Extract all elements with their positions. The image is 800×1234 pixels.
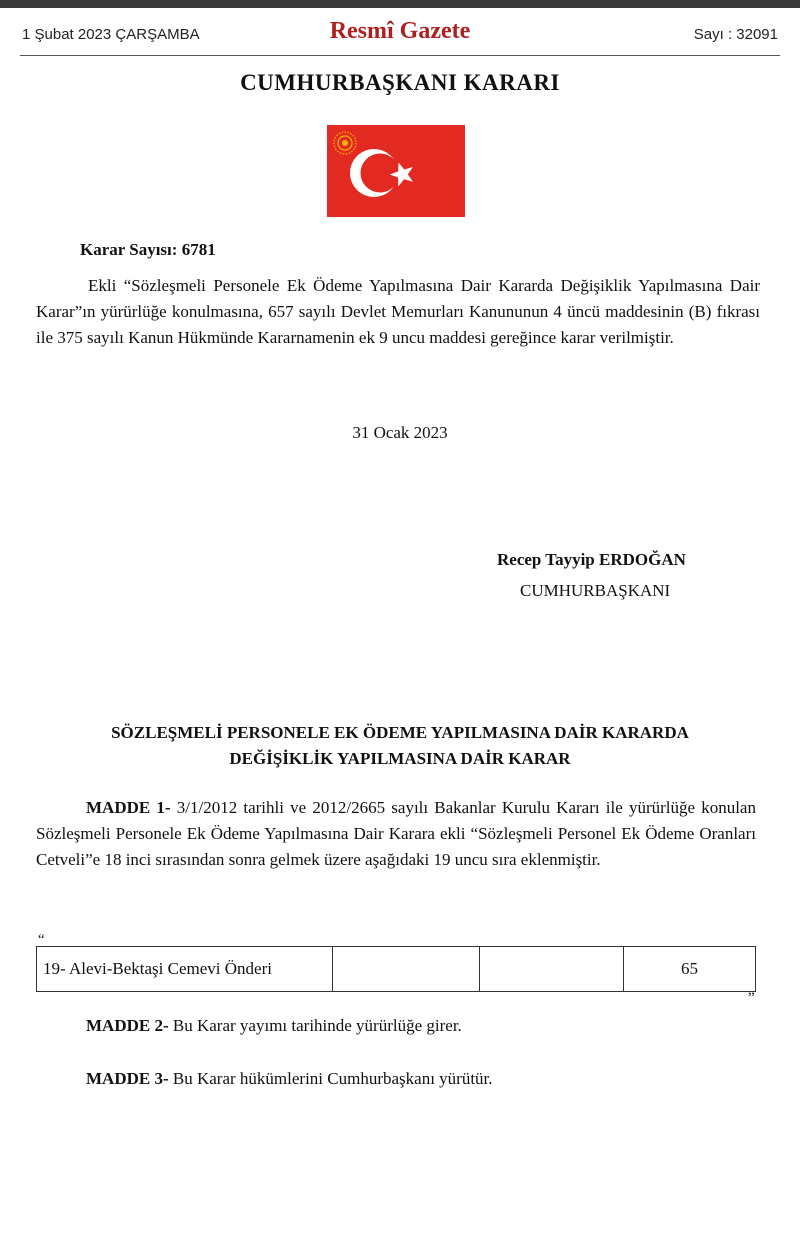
issue-date: 1 Şubat 2023 ÇARŞAMBA <box>22 26 200 43</box>
annex-title <box>0 720 800 772</box>
signatory-name: Recep Tayyip ERDOĞAN <box>497 550 686 569</box>
table-cell-rate: 65 <box>624 947 756 992</box>
closing-quote: ” <box>748 990 755 1006</box>
article-1 <box>36 795 756 873</box>
article-2-text: Bu Karar yayımı tarihinde yürürlüğe girer. <box>168 1016 462 1035</box>
article-3 <box>86 1069 493 1089</box>
article-1-text: 3/1/2012 tarihli ve 2012/2665 sayılı Bakanlar Kurulu Kararı ile yürürlüğe konulan Sözleşmeli Personele Ek Ödeme Yapılmasına Dair Karara ekli “Sözleşmeli Personel Ek Ödeme Oranları Cetveli”e 18 inci sırasından sonra gelmek üzere aşağıdaki 19 uncu sıra eklenmiştir. <box>36 798 756 869</box>
article-2-label: MADDE 2- <box>86 1016 169 1035</box>
table-row <box>37 947 756 992</box>
gazette-header <box>0 18 800 54</box>
opening-quote: “ <box>38 932 45 948</box>
issue-number: Sayı : 32091 <box>693 26 778 43</box>
signatory-title: CUMHURBAŞKANI <box>520 581 671 600</box>
turkish-flag-icon <box>327 125 465 217</box>
article-1-label: MADDE 1- <box>86 798 171 817</box>
document-title: CUMHURBAŞKANI KARARI <box>240 70 560 95</box>
table-cell-title: 19- Alevi-Bektaşi Cemevi Önderi <box>37 947 333 992</box>
header-divider <box>20 55 780 56</box>
intro-paragraph: Ekli “Sözleşmeli Personele Ek Ödeme Yapılmasına Dair Kararda Değişiklik Yapılmasına Dair Karar”ın yürürlüğe konulmasına, 657 sayılı Devlet Memurları Kanununun 4 üncü maddesinin (B) fıkrası ile 375 sayılı Kanun Hükmünde Kararnamenin ek 9 uncu maddesi gereğince karar verilmiştir. <box>36 276 760 347</box>
annex-title-line2: DEĞİŞİKLİK YAPILMASINA DAİR KARAR <box>229 749 571 768</box>
gazette-name: Resmî Gazete <box>329 18 471 44</box>
article-3-label: MADDE 3- <box>86 1069 169 1088</box>
table-cell-empty-2 <box>480 947 624 992</box>
rates-table <box>36 946 756 992</box>
article-2 <box>86 1016 462 1036</box>
annex-title-line1: SÖZLEŞMELİ PERSONELE EK ÖDEME YAPILMASINA DAİR KARARDA <box>111 723 689 742</box>
top-bar <box>0 0 800 8</box>
decision-date: 31 Ocak 2023 <box>352 423 448 442</box>
article-3-text: Bu Karar hükümlerini Cumhurbaşkanı yürütür. <box>168 1069 493 1088</box>
table-cell-empty-1 <box>333 947 480 992</box>
decision-number: Karar Sayısı: 6781 <box>80 240 216 259</box>
